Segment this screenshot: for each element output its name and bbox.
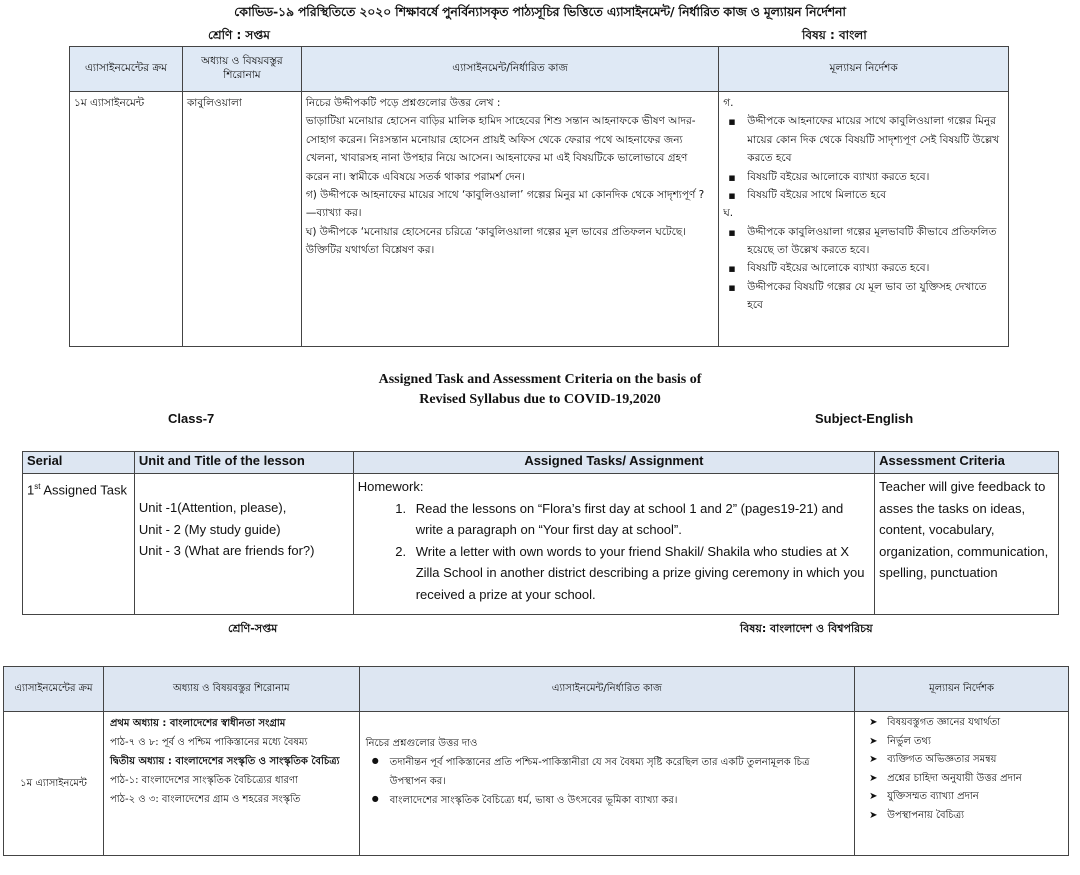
- list-item: ▪ উদ্দীপকে কাবুলিওয়ালা গল্পের মূলভাবটি কীভাবে প্রতিফলিত হয়েছে তা উল্লেখ করতে হবে।: [723, 223, 1004, 260]
- unit-item: Unit - 3 (What are friends for?): [138, 543, 315, 558]
- column-header-criteria: মূল্যায়ন নির্দেশক: [855, 667, 1069, 712]
- table-header-row: [4, 667, 1069, 712]
- chapter-title: প্রথম অধ্যায় : বাংলাদেশের স্বাধীনতা সংগ্রাম: [109, 718, 286, 729]
- cell-serial: ১ম এ্যাসাইনমেন্ট: [4, 712, 104, 856]
- column-header-unit: Unit and Title of the lesson: [134, 452, 353, 474]
- cell-task: [359, 712, 854, 856]
- cell-serial: [23, 474, 135, 615]
- unit-item: Unit - 2 (My study guide): [138, 521, 281, 537]
- section3-class-label: শ্রেণি-সপ্তম: [228, 622, 278, 635]
- cell-chapter: [103, 712, 359, 856]
- bgs-assignment-table: [3, 666, 1069, 856]
- column-header-serial: এ্যাসাইনমেন্টের ক্রম: [70, 47, 183, 92]
- section2-class-label: Class-7: [168, 411, 215, 426]
- chapter-lesson: পাঠ-১: বাংলাদেশের সাংস্কৃতিক বৈচিত্র্যের ধারণা: [109, 775, 298, 786]
- cell-task: [353, 474, 874, 615]
- task-list: [358, 498, 870, 606]
- column-header-chapter: অধ্যায় ও বিষয়বস্তুর শিরোনাম: [103, 667, 359, 712]
- criteria-ga-list: [723, 112, 1004, 204]
- task-instruction: নিচের উদ্দীপকটি পড়ে প্রশ্নগুলোর উত্তর লেখ :: [305, 97, 501, 109]
- table-row: [4, 712, 1069, 856]
- list-item: ▪ উদ্দীপকে আহনাফের মায়ের সাথে কাবুলিওয়ালা গল্পের মিনুর মায়ের কোন দিক থেকে বিষয়টি সাদৃশ্যপূণ সেই বিষয়টি উল্লেখ করতে হবে: [723, 112, 1004, 167]
- table-header-row: [23, 452, 1059, 474]
- list-item: ▪ উদ্দীপকের বিষয়টি গল্পের যে মূল ভাব তা যুক্তিসহ দেখাতে হবে: [723, 278, 1004, 315]
- list-item: ➤ উপস্থাপনায় বৈচিত্র্য: [861, 807, 1062, 826]
- column-header-serial: Serial: [23, 452, 135, 474]
- task-question-ga: গ) উদ্দীপকে আহনাফের মায়ের সাথে ‘কাবুলিওয়ালা’ গল্পের মিনুর মা কোনদিক থেকে সাদৃশ্যপূর্ণ ?—ব্যাখ্যা কর।: [305, 188, 705, 220]
- list-item: ▪ বিষয়টি বইয়ের সাথে মিলাতে হবে: [723, 186, 1004, 204]
- section2-heading-line2: Revised Syllabus due to COVID-19,2020: [419, 392, 661, 407]
- task-list: [366, 753, 848, 810]
- cell-criteria: Teacher will give feedback to asses the tasks on ideas, content, vocabulary, organization, communication, spelling, punctuation: [875, 474, 1059, 615]
- english-assignment-table: [22, 451, 1059, 615]
- cell-serial: ১ম এ্যাসাইনমেন্ট: [70, 92, 183, 347]
- criteria-list: [861, 714, 1062, 825]
- homework-label: Homework:: [357, 479, 424, 494]
- section2-heading: [0, 370, 1080, 410]
- criteria-ga-label: গ.: [723, 97, 734, 109]
- list-item: ● তদানীন্তন পূর্ব পাকিস্তানের প্রতি পশ্চিম-পাকিস্তানীরা যে সব বৈষম্য সৃষ্টি করেছিল তার একটি তুলনামূলক চিত্র উপস্থাপন কর।: [366, 753, 848, 791]
- section3-subject-label: বিষয়: বাংলাদেশ ও বিশ্বপরিচয়: [740, 622, 873, 635]
- list-item: ➤ ব্যক্তিগত অভিজ্ঞতার সমন্বয়: [861, 751, 1062, 770]
- unit-item: Unit -1(Attention, please),: [138, 500, 287, 515]
- column-header-chapter: অধ্যায় ও বিষয়বস্তুর শিরোনাম: [182, 47, 301, 92]
- chapter-lesson: পাঠ-২ ও ৩: বাংলাদেশের গ্রাম ও শহরের সংস্কৃতি: [109, 794, 301, 805]
- cell-chapter: কাবুলিওয়ালা: [182, 92, 301, 347]
- list-item: ➤ নির্ভুল তথ্য: [861, 733, 1062, 752]
- list-item: ➤ প্রশ্নের চাহিদা অনুযায়ী উত্তর প্রদান: [861, 770, 1062, 789]
- cell-criteria: [855, 712, 1069, 856]
- section2-subject-label: Subject-English: [815, 411, 914, 426]
- column-header-criteria: মূল্যায়ন নির্দেশক: [719, 47, 1009, 92]
- cell-unit: [134, 474, 353, 615]
- column-header-task: এ্যাসাইনমেন্ট/নির্ধারিত কাজ: [301, 47, 718, 92]
- task-intro: নিচের প্রশ্নগুলোর উত্তর দাও: [365, 738, 478, 749]
- column-header-task: এ্যাসাইনমেন্ট/নির্ধারিত কাজ: [359, 667, 854, 712]
- task-stimulus: ভাড়াটিয়া মনোয়ার হোসেন বাড়ির মালিক হামিদ সাহেবের শিশু সন্তান আহনাফকে ভীষণ আদর-সোহাগ করেন। নিঃসন্তান মনোয়ার হোসেন প্রায়ই অফিস থেকে ফেরার পথে আহনাফের জন্য খেলনা, খাবারসহ নানা উপহার নিয়ে আসেন। আহনাফের মা এই বিষয়টিকে ভালোভাবে গ্রহণ করেন না। স্বামীকে এবিষয়ে সতর্ক থাকার পরামর্শ দেন।: [305, 115, 696, 183]
- criteria-gha-label: ঘ.: [723, 207, 734, 220]
- column-header-serial: এ্যাসাইনমেন্টের ক্রম: [4, 667, 104, 712]
- bangla-assignment-table: [69, 46, 1009, 347]
- serial-text: Assigned Task: [40, 482, 127, 498]
- section1-class-label: শ্রেণি : সপ্তম: [208, 28, 270, 42]
- chapter-lesson: পাঠ-৭ ও ৮: পূর্ব ও পশ্চিম পাকিস্তানের মধ্যে বৈষম্য: [109, 737, 308, 748]
- section2-heading-line1: Assigned Task and Assessment Criteria on the basis of: [378, 372, 702, 387]
- chapter-title: দ্বিতীয় অধ্যায় : বাংলাদেশের সংস্কৃতি ও সাংস্কৃতিক বৈচিত্র্য: [109, 756, 340, 767]
- column-header-task: Assigned Tasks/ Assignment: [353, 452, 874, 474]
- list-item: ● বাংলাদেশের সাংস্কৃতিক বৈচিত্র্যে ধর্ম, ভাষা ও উৎসবের ভূমিকা ব্যাখ্যা কর।: [366, 791, 848, 810]
- task-question-gha: ঘ) উদ্দীপকে ‘মনোয়ার হোসেনের চরিত্রে ‘কাবুলিওয়ালা গল্পের মূল ভাবের প্রতিফলন ঘটেছে। উক্তিটির যথার্থতা বিশ্লেষণ কর।: [305, 225, 686, 256]
- list-item: ➤ যুক্তিসম্মত ব্যাখ্যা প্রদান: [861, 788, 1062, 807]
- list-item: ▪ বিষয়টি বইয়ের আলোকে ব্যাখ্যা করতে হবে।: [723, 168, 1004, 186]
- serial-ordinal: st: [34, 482, 41, 491]
- table-row: [70, 92, 1009, 347]
- cell-task: [301, 92, 718, 347]
- column-header-criteria: Assessment Criteria: [875, 452, 1059, 474]
- list-item: ▪ বিষয়টি বইয়ের আলোকে ব্যাখ্যা করতে হবে।: [723, 259, 1004, 277]
- table-row: [23, 474, 1059, 615]
- serial-number: 1: [27, 482, 35, 498]
- section1-title: কোভিড-১৯ পরিস্থিতিতে ২০২০ শিক্ষাবর্ষে পুনর্বিন্যাসকৃত পাঠ্যসূচির ভিত্তিতে এ্যাসাইনমেন্ট/ নির্ধারিত কাজ ও মূল্যায়ন নির্দেশনা: [234, 4, 846, 19]
- criteria-gha-list: [723, 223, 1004, 315]
- table-header-row: [70, 47, 1009, 92]
- list-item: 1. Read the lessons on “Flora’s first day at school 1 and 2” (pages19-21) and write a paragraph on “Your first day at school”.: [410, 498, 870, 541]
- section1-subject-label: বিষয় : বাংলা: [802, 28, 867, 42]
- list-item: 2. Write a letter with own words to your friend Shakil/ Shakila who studies at X Zilla School in another district describing a prize giving ceremony in which you received a prize at your school.: [410, 541, 870, 606]
- list-item: ➤ বিষয়বস্তুগত জ্ঞানের যথার্থতা: [861, 714, 1062, 733]
- cell-criteria: [719, 92, 1009, 347]
